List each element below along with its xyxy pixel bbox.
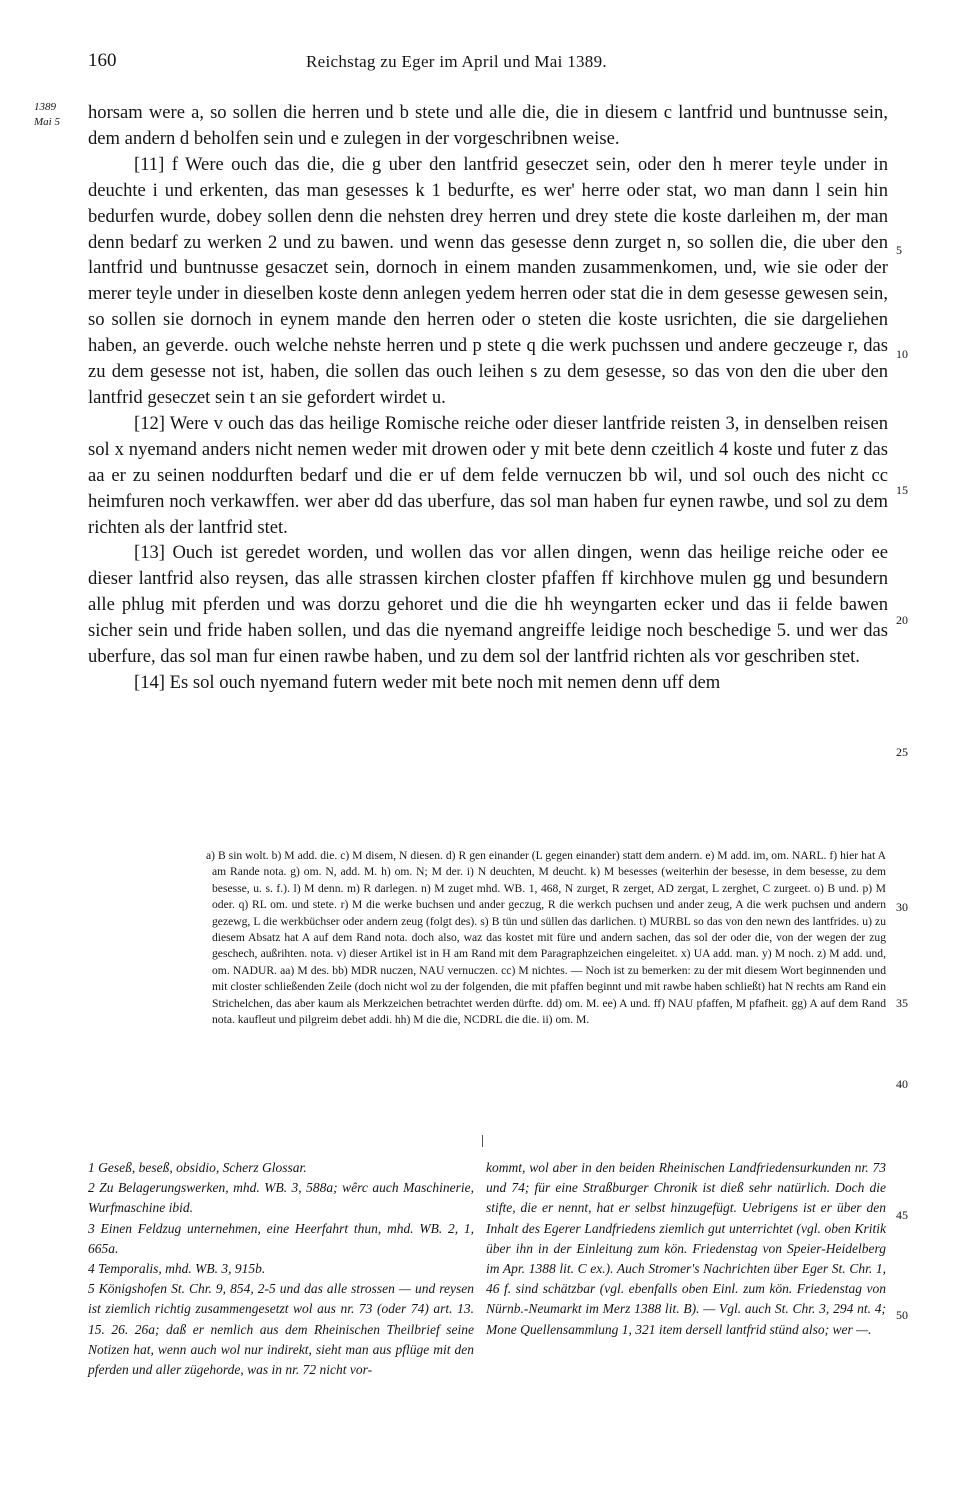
- footnote-5: 5 Königshofen St. Chr. 9, 854, 2-5 und das alle strossen — und reysen ist ziemlich richtig zusammengesetzt wol aus nr. 73 (oder 74) art. 13. 15. 26. 26a; daß er nemlich aus dem Rheinischen Theilbrief seine Notizen hat, wenn auch wol nur indirekt, sieht man aus pflüge mit den pferden und aller zügehorde, was in nr. 72 nicht vor-: [88, 1281, 474, 1378]
- main-text: [88, 100, 888, 696]
- running-title: Reichstag zu Eger im April und Mai 1389.: [306, 52, 607, 71]
- margin-line-number: 40: [896, 1077, 908, 1091]
- margin-line-number: 20: [896, 613, 908, 627]
- paragraph: horsam were a, so sollen die herren und b stete und alle die, die in diesem c lantfrid und buntnusse sein, dem andern d beholfen sein und e zulegen in der vorgeschribnen weise.: [88, 102, 888, 149]
- paragraph-article-14: [14] Es sol ouch nyemand futern weder mit bete noch mit nemen denn uff dem: [134, 671, 721, 693]
- margin-line-number: 15: [896, 483, 908, 497]
- footnote-3: 3 Einen Feldzug unternehmen, eine Heerfahrt thun, mhd. WB. 2, 1, 665a.: [88, 1220, 474, 1256]
- margin-date-year: 1389: [34, 101, 56, 113]
- margin-line-number: 30: [896, 900, 908, 914]
- variant-apparatus: [206, 848, 886, 1028]
- paragraph-article-11: [11] f Were ouch das die, die g uber den lantfrid geseczet sein, oder den h merer teyle under in deuchte i und erkenten, das man gesesses k 1 bedurfte, es wer' herre oder stat, wo man dann l sein hin bedurfen wurde, dobey sollen denn die nehsten drey herren und drey stete die koste darleihen m, der man denn bedarf zu werken 2 und zu bawen. und wenn das gesesse denn zurget n, so sollen die, die uber den lantfrid und buntnusse gesaczet sein, dornoch in einem manden zusammenkomen, und, wie sie oder der merer teyle under in dieselben koste denn anlegen yedem herren oder stat die in dem gesesse gewesen sein, so sollen sie dornoch in eynem mande den herren oder o steten die koste usrichten, die sie dargeliehen haben, an geverde. ouch welche nehste herren und p stete q die werk puchssen und andere geczeuge r, das zu dem gesesse not ist, haben, die sollen das ouch leihen s zu dem gesesse, so das von den die uber den lantfrid geseczet sein t an sie gefordert wirdet u.: [88, 153, 888, 408]
- margin-line-number: 5: [896, 243, 902, 257]
- paragraph-article-13: [13] Ouch ist geredet worden, und wollen das vor allen dingen, wenn das heilige reiche oder ee dieser lantfrid also reysen, das alle strassen kirchen closter pfaffen ff kirchhove mulen gg und besundern alle phlug mit pferden und was dorzu gehoret und die die hh weyngarten ecker und das ii felde bawen sicher sein und fride haben sollen, und das die nyemand angreiffe leidige noch beschedige 5. und wer das uberfure, das sol man fur einen rawbe haben, und zu dem sol der lantfrid richten als vor geschriben stet.: [88, 542, 888, 668]
- footnote-2: 2 Zu Belagerungswerken, mhd. WB. 3, 588a; wêrc auch Maschinerie, Wurfmaschine ibid.: [88, 1180, 474, 1216]
- column-divider: [482, 1135, 483, 1147]
- page-number: 160: [88, 50, 117, 71]
- footnote-5-continued: kommt, wol aber in den beiden Rheinischen Landfriedensurkunden nr. 73 und 74; für eine Straßburger Chronik ist dieß sehr natürlich. Doch die stifte, die er nennt, hat er selbst hinzugefügt. Uebrigens ist er über den Inhalt des Egerer Landfriedens ziemlich gut unterrichtet (vgl. oben Kritik über ihn in der Einleitung zum kön. Friedenstag von Speier-Heidelberg im Apr. 1388 lit. C ex.). Auch Stromer's Nachrichten über Eger St. Chr. 1, 46 f. sind schätzbar (vgl. ebenfalls oben Einl. zum kön. Friedenstag von Nürnb.-Neumarkt im Merz 1388 lit. B). — Vgl. auch St. Chr. 3, 294 nt. 4; Mone Quellensammlung 1, 321 item dersell lantfrid stünd also; wer —.: [486, 1160, 886, 1337]
- margin-line-number: 45: [896, 1208, 908, 1222]
- footnote-4: 4 Temporalis, mhd. WB. 3, 915b.: [88, 1261, 266, 1277]
- margin-line-number: 25: [896, 745, 908, 759]
- margin-line-number: 35: [896, 996, 908, 1010]
- margin-date-day: Mai 5: [34, 116, 60, 128]
- footnotes-left-column: [88, 1158, 474, 1380]
- margin-line-number: 50: [896, 1308, 908, 1322]
- paragraph-article-12: [12] Were v ouch das das heilige Romische reiche oder dieser lantfride reisten 3, in denselben reisen sol x nyemand anders nicht nemen weder mit drowen oder y mit bete denn czeitlich 4 koste und futer z das aa er zu seinen noddurften bedarf und die er uf dem felde vernuczen bb wil, und sol ouch des nicht cc heimfuren noch verkawffen. wer aber dd das uberfure, das sol man haben fur eynen rawbe, und sol zu dem richten als der lantfrid stet.: [88, 412, 888, 538]
- margin-line-number: 10: [896, 347, 908, 361]
- footnotes-right-column: [486, 1158, 886, 1340]
- variant-notes: a) B sin wolt. b) M add. die. c) M disem, N diesen. d) R gen einander (L gegen einander) statt dem andern. e) M add. im, om. NARL. f) hier hat A am Rande nota. g) om. N, add. M. h) om. N; M der. i) N deuchten, M deucht. k) M besesses (weiterhin der besesse, in dem besesse, zu dem besesse, u. s. f.). l) M denn. m) R darlegen. n) M zuget mhd. WB. 1, 468, N zurget, R zerget, AD zergat, L zerghet, C zurgeet. o) B und. p) M oder. q) RL om. und stete. r) M die werke buchsen und ander geczug, R die werkch puchsen und ander zeug, A die werk puchsen und andern gezewg, L die werkbüchser oder andern zeug (folgt des). s) B tün und süllen das darlichen. t) MURBL so das von den newn des lantfrides. u) zu diesem Absatz hat A auf dem Rand nota. doch also, waz das kostet mit füre und andern sachen, das sol der oder die, von der wegen der zug geschech, außrihten. nota. v) dieser Artikel ist in H am Rand mit dem Paragraphzeichen eingeleitet. x) UA add. man. y) M noch. z) M add. und, om. NADUR. aa) M des. bb) MDR nuczen, NAU vernuczen. cc) M nichtes. — Noch ist zu bemerken: zu der mit diesem Wort beginnenden und mit closter schließenden Zeile (doch nicht wol zu der folgenden, die mit pfaffen beginnt und mit rawbe haben schließt) hat N rechts am Rand ein Strichelchen, das aber kaum als Merkzeichen betrachtet werden dürfte. dd) om. M. ee) A und. ff) NAU pfaffen, M pfafheit. gg) A auf dem Rand nota. kaufleut und pilgreim debet addi. hh) M die die, NCDRL die die. ii) om. M.: [206, 849, 886, 1027]
- page-header: [88, 50, 888, 74]
- margin-date: [34, 100, 60, 130]
- footnote-1: 1 Geseß, beseß, obsidio, Scherz Glossar.: [88, 1160, 307, 1175]
